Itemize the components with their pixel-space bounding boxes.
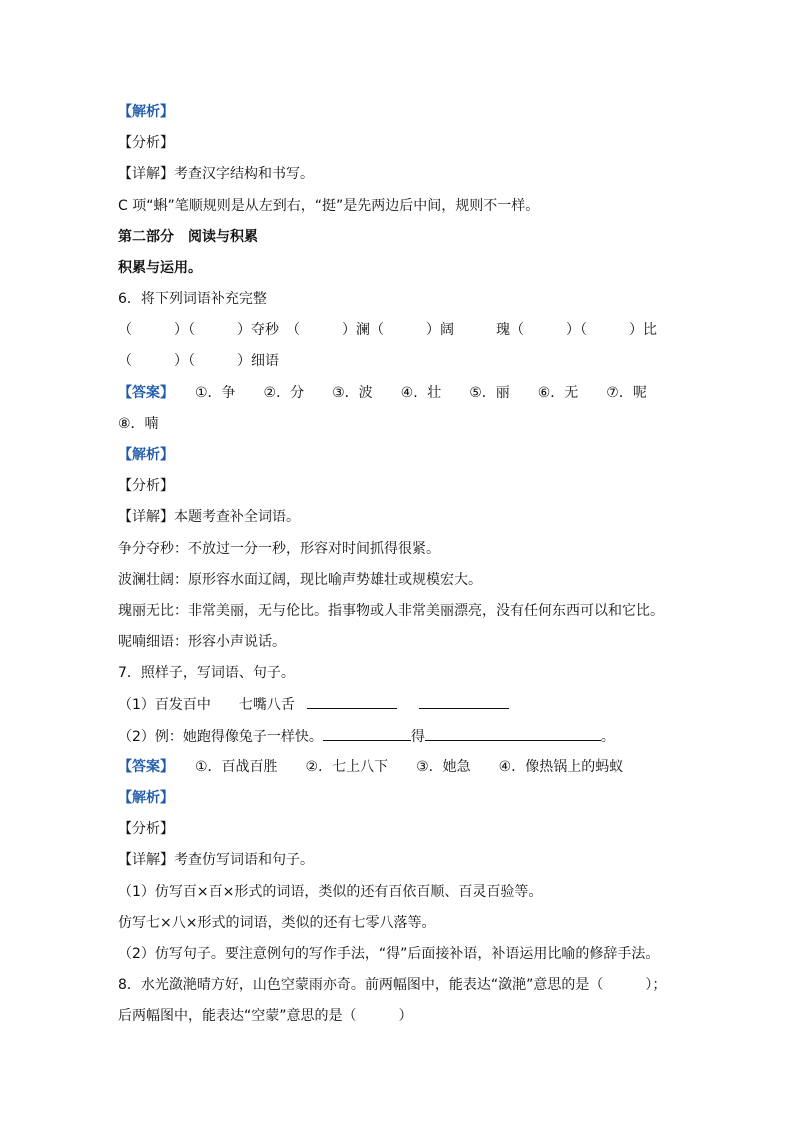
part-2-end: 。 (600, 729, 615, 745)
answer-text: ①．百战百胜 ②．七上八下 ③．她急 ④．像热锅上的蚂蚁 (167, 759, 624, 775)
answer-tag: 【答案】 (118, 385, 167, 401)
answer-blank (419, 694, 509, 709)
question-6-blanks-1: （ ）（ ）夺秒 （ ）澜（ ）阔 瑰（ ）（ ）比 (118, 322, 657, 338)
fenxi-heading: 【分析】 (118, 135, 174, 151)
section-heading: 第二部分 阅读与积累 (118, 229, 258, 245)
detail-point-1: （1）仿写百×百×形式的词语，类似的还有百依百顺、百灵百验等。 (118, 884, 543, 900)
idiom-explanation: 呢喃细语：形容小声说话。 (118, 634, 286, 650)
question-6: 6．将下列词语补充完整 (118, 291, 267, 307)
detail-point-1b: 仿写七×八×形式的词语，类似的还有七零八落等。 (118, 915, 436, 931)
detail-line (118, 850, 314, 870)
part-2-text: （2）例：她跑得像兔子一样快。 (118, 729, 323, 745)
fenxi-heading: 【分析】 (118, 478, 174, 494)
analysis-heading: 【解析】 (118, 447, 174, 463)
answer-line-6 (118, 383, 647, 403)
question-7-part-2 (118, 726, 615, 747)
detail-text: 考查仿写词语和句子。 (174, 852, 314, 868)
detail-tag: 【详解】 (118, 852, 174, 868)
answer-blank (425, 726, 601, 741)
part-2-de: 得 (410, 729, 425, 745)
subsection-heading: 积累与运用。 (118, 260, 202, 276)
question-7-part-1 (118, 694, 509, 715)
detail-line (118, 507, 300, 527)
answer-text: ①．争 ②．分 ③．波 ④．壮 ⑤．丽 ⑥．无 ⑦．呢 (167, 385, 647, 401)
answer-line-7 (118, 757, 623, 777)
answer-blank (307, 694, 397, 709)
answer-line-6-cont: ⑧．喃 (118, 416, 159, 432)
detail-tag: 【详解】 (118, 509, 174, 525)
part-1-text: （1）百发百中 七嘴八舌 (118, 697, 295, 713)
question-7: 7．照样子，写词语、句子。 (118, 665, 295, 681)
detail-point-2: （2）仿写句子。要注意例句的写作手法，“得”后面接补语，补语运用比喻的修辞手法。 (118, 946, 660, 962)
answer-blank (323, 726, 411, 741)
fenxi-heading: 【分析】 (118, 821, 174, 837)
detail-text: 考查汉字结构和书写。 (174, 166, 314, 182)
detail-tag: 【详解】 (118, 166, 174, 182)
analysis-heading: 【解析】 (118, 790, 174, 806)
answer-tag: 【答案】 (118, 759, 167, 775)
question-8: 8．水光潋滟晴方好，山色空蒙雨亦奇。前两幅图中，能表达“潋滟”意思的是（ ）； (118, 977, 667, 993)
explanation-line: C 项“蝌”笔顺规则是从左到右，“挺”是先两边后中间，规则不一样。 (118, 198, 540, 214)
question-8-cont: 后两幅图中，能表达“空蒙”意思的是（ ） (118, 1008, 413, 1024)
analysis-heading: 【解析】 (118, 104, 174, 120)
idiom-explanation: 波澜壮阔：原形容水面辽阔，现比喻声势雄壮或规模宏大。 (118, 572, 482, 588)
detail-text: 本题考查补全词语。 (174, 509, 300, 525)
detail-line (118, 164, 314, 184)
idiom-explanation: 争分夺秒：不放过一分一秒，形容对时间抓得很紧。 (118, 541, 440, 557)
question-6-blanks-2: （ ）（ ）细语 (118, 353, 279, 369)
idiom-explanation: 瑰丽无比：非常美丽，无与伦比。指事物或人非常美丽漂亮，没有任何东西可以和它比。 (118, 603, 664, 619)
